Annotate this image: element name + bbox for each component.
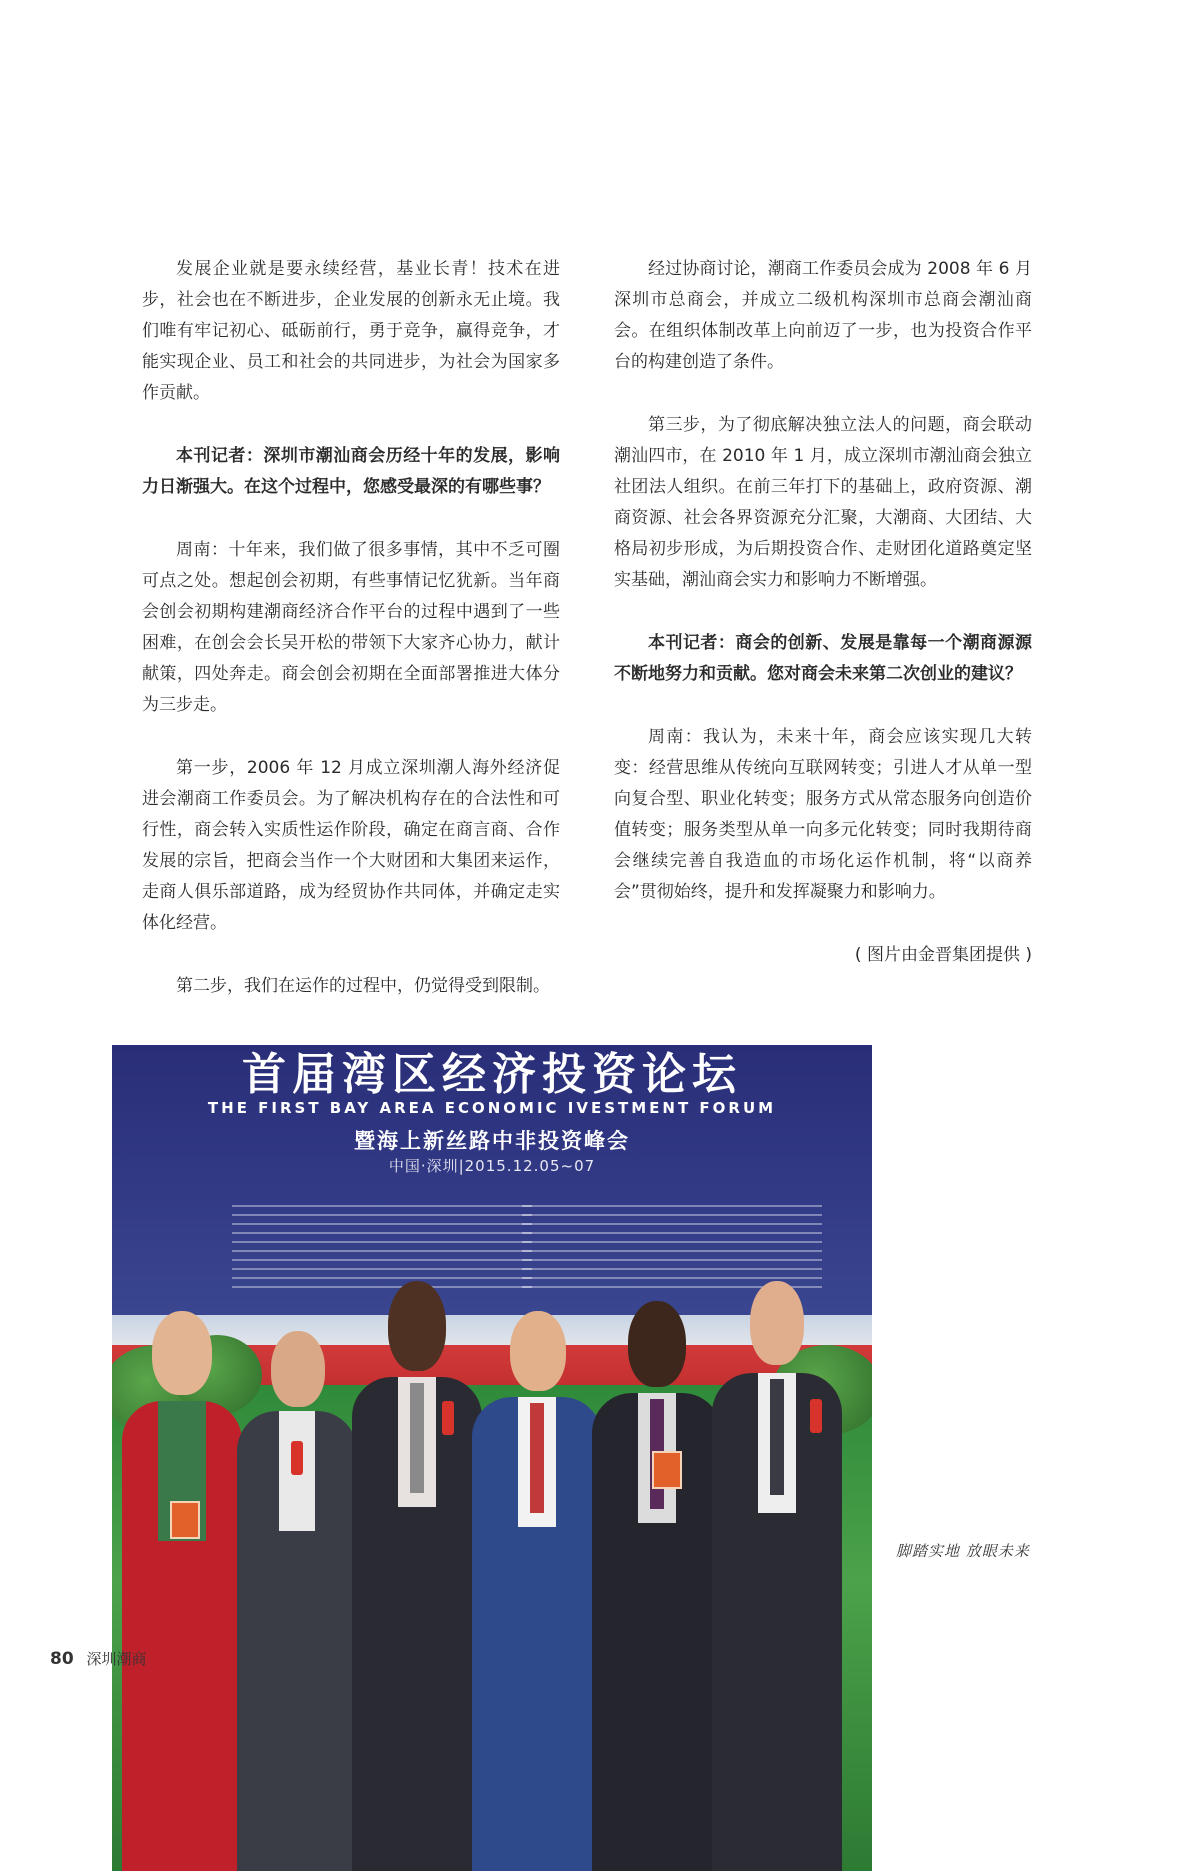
person xyxy=(472,1311,602,1871)
page-footer xyxy=(50,1648,146,1669)
interview-question: 本刊记者：深圳市潮汕商会历经十年的发展，影响力日渐强大。在这个过程中，您感受最深的有哪些事？ xyxy=(142,446,560,497)
person xyxy=(592,1301,722,1871)
person xyxy=(352,1281,482,1871)
banner-subtitle: 暨海上新丝路中非投资峰会 xyxy=(354,1129,630,1153)
article-column-right xyxy=(614,254,1032,1003)
person xyxy=(712,1281,842,1871)
photo-caption: 脚踏实地 放眼未来 xyxy=(896,1542,1030,1560)
banner-date: 中国·深圳|2015.12.05~07 xyxy=(388,1157,596,1175)
paragraph: 第二步，我们在运作的过程中，仍觉得受到限制。 xyxy=(176,976,550,996)
paragraph: 第三步，为了彻底解决独立法人的问题，商会联动潮汕四市，在 2010 年 1 月，成立深圳市潮汕商会独立社团法人组织。在前三年打下的基础上，政府资源、潮商资源、社会各界资源充分汇聚，大潮商、大团结、大格局初步形成，为后期投资合作、走财团化道路奠定坚实基础，潮汕商会实力和影响力不断增强。 xyxy=(614,415,1032,590)
magazine-name: 深圳潮商 xyxy=(86,1650,147,1668)
article-column-left xyxy=(142,254,560,1034)
paragraph: 周南：我认为，未来十年，商会应该实现几大转变：经营思维从传统向互联网转变；引进人才从单一型向复合型、职业化转变；服务方式从常态服务向创造价值转变；服务类型从单一向多元化转变；同时我期待商会继续完善自我造血的市场化运作机制，将“以商养会”贯彻始终，提升和发挥凝聚力和影响力。 xyxy=(614,727,1032,902)
banner-title: 首届湾区经济投资论坛 xyxy=(242,1049,742,1100)
banner-english-title: THE FIRST BAY AREA ECONOMIC IVESTMENT FORUM xyxy=(207,1099,777,1117)
paragraph: 经过协商讨论，潮商工作委员会成为 2008 年 6 月深圳市总商会，并成立二级机构深圳市总商会潮汕商会。在组织体制改革上向前迈了一步，也为投资合作平台的构建创造了条件。 xyxy=(614,259,1032,372)
page-number: 80 xyxy=(50,1649,74,1669)
paragraph: 发展企业就是要永续经营，基业长青！技术在进步，社会也在不断进步，企业发展的创新永无止境。我们唯有牢记初心、砥砺前行，勇于竞争，赢得竞争，才能实现企业、员工和社会的共同进步，为社会为国家多作贡献。 xyxy=(142,259,560,403)
person xyxy=(237,1331,357,1871)
forum-banner xyxy=(112,1045,872,1315)
photo-credit: ( 图片由金晋集团提供 ) xyxy=(854,945,1032,965)
person xyxy=(122,1311,242,1871)
interview-question: 本刊记者：商会的创新、发展是靠每一个潮商源源不断地努力和贡献。您对商会未来第二次创业的建议？ xyxy=(614,633,1032,684)
paragraph: 周南：十年来，我们做了很多事情，其中不乏可圈可点之处。想起创会初期，有些事情记忆犹新。当年商会创会初期构建潮商经济合作平台的过程中遇到了一些困难，在创会会长吴开松的带领下大家齐心协力，献计献策，四处奔走。商会创会初期在全面部署推进大体分为三步走。 xyxy=(142,540,560,715)
paragraph: 第一步，2006 年 12 月成立深圳潮人海外经济促进会潮商工作委员会。为了解决机构存在的合法性和可行性，商会转入实质性运作阶段，确定在商言商、合作发展的宗旨，把商会当作一个大财团和大集团来运作，走商人俱乐部道路，成为经贸协作共同体，并确定走实体化经营。 xyxy=(142,758,560,933)
event-photo xyxy=(112,1045,872,1871)
